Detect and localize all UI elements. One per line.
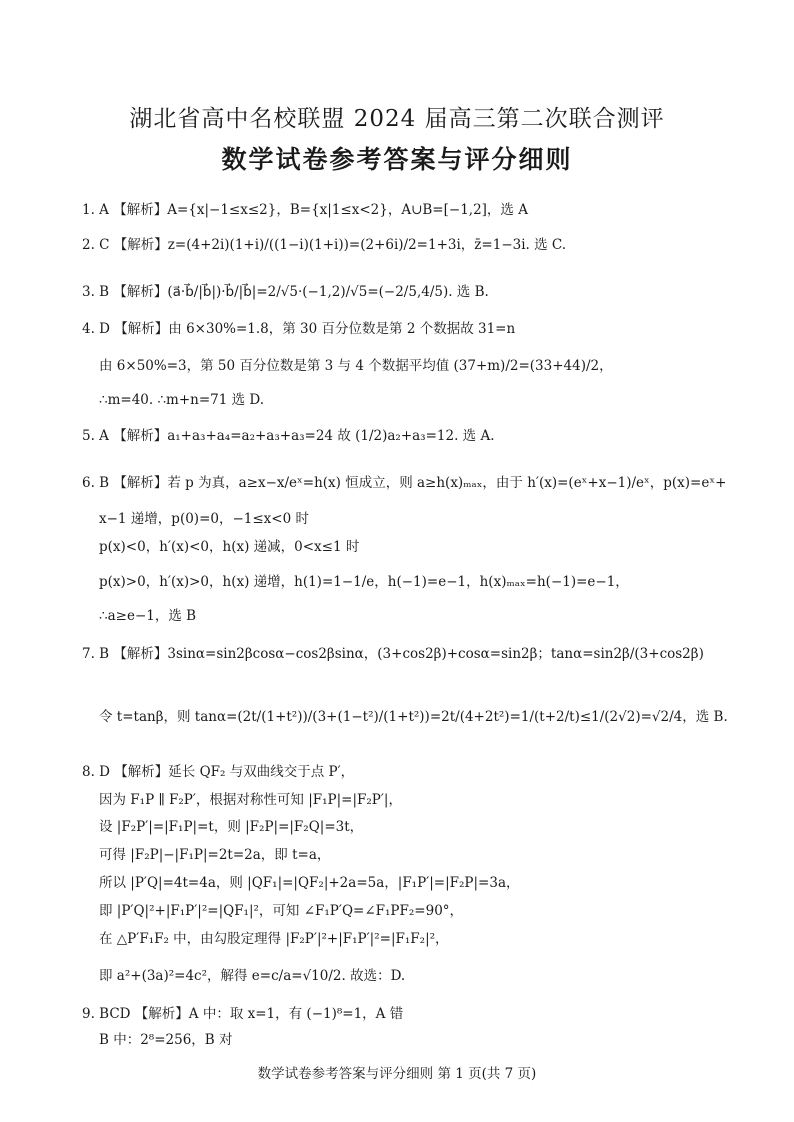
answer-line-2: 2. C 【解析】z=(4+2i)(1+i)/((1−i)(1+i))=(2+6i)/2=1+3i，z̄=1−3i. 选 C. [82,237,567,253]
answer-line-9b: B 中：2⁸=256，B 对 [99,1032,233,1048]
answer-line-4c: ∴m=40. ∴m+n=71 选 D. [99,392,265,408]
answer-line-8d: 可得 |F₂P|−|F₁P|=2t=2a，即 t=a， [99,847,331,863]
answer-line-3: 3. B 【解析】(a⃗·b⃗/|b⃗|)·b⃗/|b⃗|=2/√5·(−1,2)/√5=(−2/5,4/5). 选 B. [82,284,489,300]
answer-line-8e: 所以 |P′Q|=4t=4a，则 |QF₁|=|QF₂|+2a=5a，|F₁P′|=|F₂P|=3a， [99,875,520,891]
answer-line-8f: 即 |P′Q|²+|F₁P′|²=|QF₁|²，可知 ∠F₁P′Q=∠F₁PF₂=90°， [99,903,464,919]
doc-title: 湖北省高中名校联盟 2024 届高三第二次联合测评 [129,106,665,132]
answer-line-7b: 令 t=tanβ，则 tanα=(2t/(1+t²))/(3+(1−t²)/(1+t²))=2t/(4+2t²)=1/(t+2/t)≤1/(2√2)=√2/4，选 B. [99,709,728,725]
answer-line-8b: 因为 F₁P ∥ F₂P′，根据对称性可知 |F₁P|=|F₂P′|， [99,792,402,808]
doc-subtitle: 数学试卷参考答案与评分细则 [221,145,573,174]
answer-line-6e: ∴a≥e−1，选 B [99,608,197,624]
answer-line-8h: 即 a²+(3a)²=4c²，解得 e=c/a=√10/2. 故选：D. [99,968,406,984]
answer-line-4: 4. D 【解析】由 6×30%=1.8，第 30 百分位数是第 2 个数据故 31=n [82,321,516,337]
answer-line-1: 1. A 【解析】A={x|−1≤x≤2}，B={x|1≤x<2}，A∪B=[−1,2]，选 A [82,202,528,218]
answer-line-7: 7. B 【解析】3sinα=sin2βcosα−cos2βsinα，(3+cos2β)+cosα=sin2β；tanα=sin2β/(3+cos2β) [82,646,704,662]
answer-line-8g: 在 △P′F₁F₂ 中，由勾股定理得 |F₂P′|²+|F₁P′|²=|F₁F₂|²， [99,931,449,947]
answer-line-9: 9. BCD 【解析】A 中：取 x=1，有 (−1)⁸=1，A 错 [82,1006,404,1022]
answer-line-6c: p(x)<0，h′(x)<0，h(x) 递减，0<x≤1 时 [99,539,360,555]
answer-line-8: 8. D 【解析】延长 QF₂ 与双曲线交于点 P′， [82,764,355,780]
answer-line-8c: 设 |F₂P′|=|F₁P|=t，则 |F₂P|=|F₂Q|=3t， [99,819,364,835]
answer-line-6: 6. B 【解析】若 p 为真，a≥x−x/eˣ=h(x) 恒成立，则 a≥h(x)ₘₐₓ，由于 h′(x)=(eˣ+x−1)/eˣ，p(x)=eˣ+ [82,475,727,491]
answer-line-6d: p(x)>0，h′(x)>0，h(x) 递增，h(1)=1−1/e，h(−1)=e−1，h(x)ₘₐₓ=h(−1)=e−1， [99,574,629,590]
answer-line-6b: x−1 递增，p(0)=0，−1≤x<0 时 [99,511,309,527]
page-footer: 数学试卷参考答案与评分细则 第 1 页(共 7 页) [257,1066,537,1082]
answer-line-4b: 由 6×50%=3，第 50 百分位数是第 3 与 4 个数据平均值 (37+m)/2=(33+44)/2， [99,358,613,374]
answer-line-5: 5. A 【解析】a₁+a₃+a₄=a₂+a₃+a₃=24 故 (1/2)a₂+a₃=12. 选 A. [82,428,495,444]
